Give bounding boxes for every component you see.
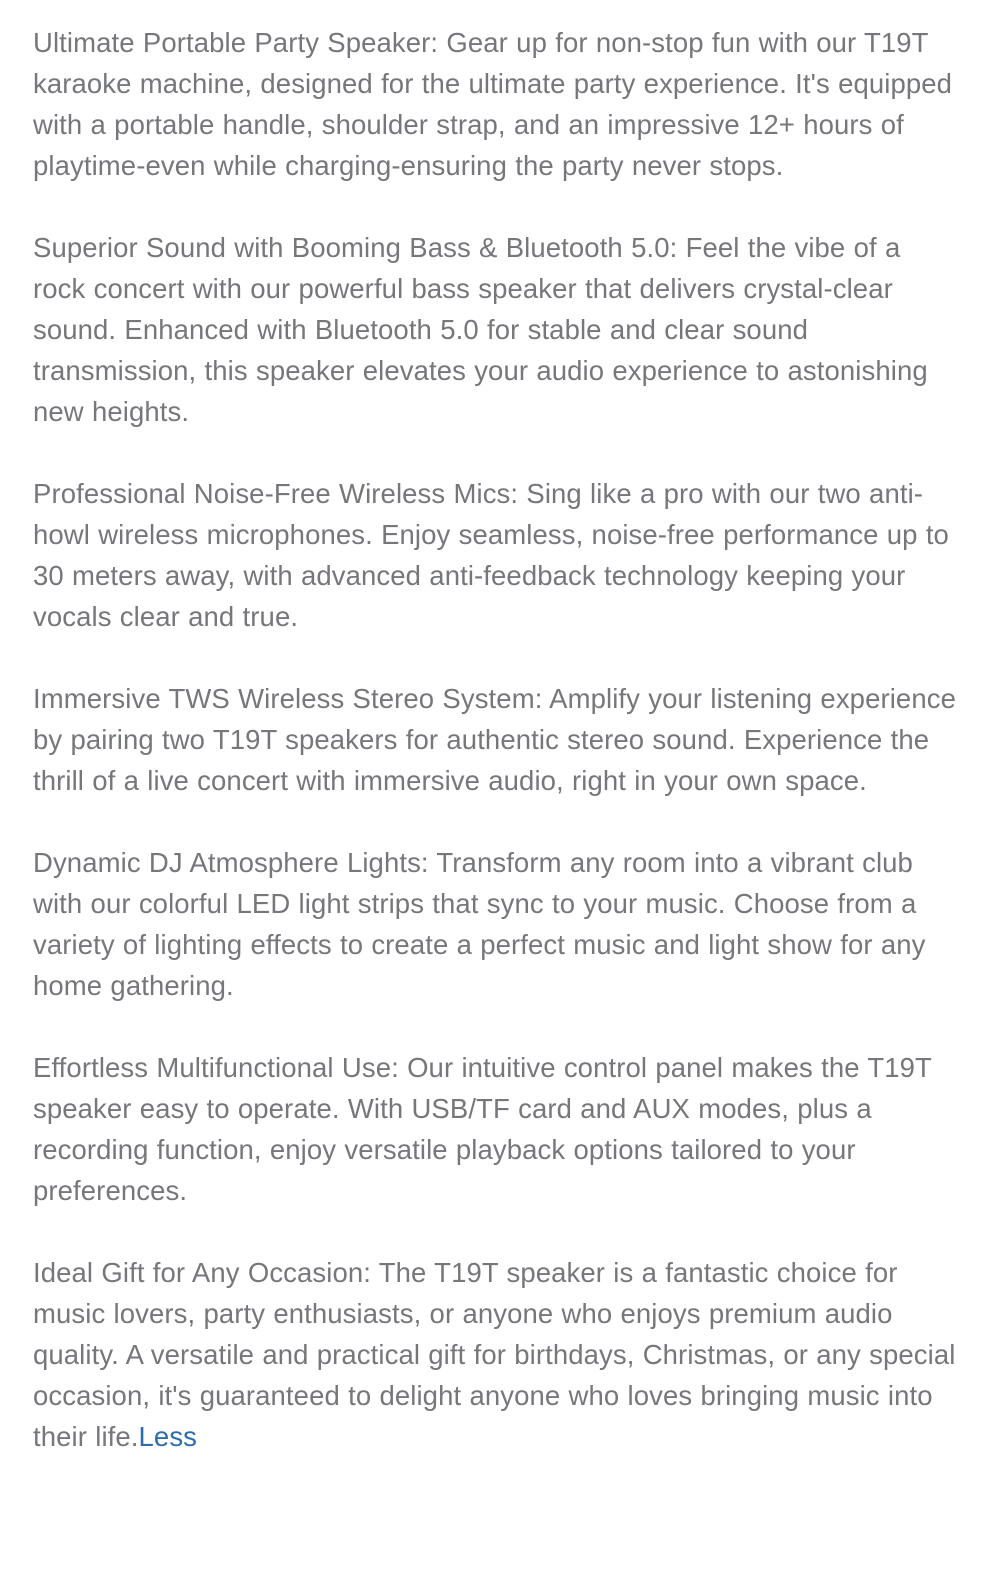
description-paragraph-wireless-mics: Professional Noise-Free Wireless Mics: Sing like a pro with our two anti-howl wireless microphones. Enjoy seamless, noise-free performance up to 30 meters away, with advanced anti-feedback technology keeping your vocals clear and true. [33,478,949,632]
description-paragraph-ultimate-portable: Ultimate Portable Party Speaker: Gear up for non-stop fun with our T19T karaoke machine, designed for the ultimate party experience. It's equipped with a portable handle, shoulder strap, and an impressive 12+ hours of playtime-even while charging-ensuring the party never stops. [33,27,953,181]
description-paragraph-dj-lights: Dynamic DJ Atmosphere Lights: Transform any room into a vibrant club with our colorful LED light strips that sync to your music. Choose from a variety of lighting effects to create a perfect music and light show for any home gathering. [33,847,926,1001]
description-paragraph-multifunctional: Effortless Multifunctional Use: Our intuitive control panel makes the T19T speaker easy to operate. With USB/TF card and AUX modes, plus a recording function, enjoy versatile playback options tailored to your preferences. [33,1052,932,1206]
description-paragraph-ideal-gift-text: Ideal Gift for Any Occasion: The T19T speaker is a fantastic choice for music lovers, party enthusiasts, or anyone who enjoys premium audio quality. A versatile and practical gift for birthdays, Christmas, or any special occasion, it's guaranteed to delight anyone who loves bringing music into their life. [33,1257,956,1452]
description-paragraph-ideal-gift [33,1252,960,1457]
less-link[interactable]: Less [138,1421,198,1452]
description-paragraph-tws-stereo: Immersive TWS Wireless Stereo System: Amplify your listening experience by pairing two T19T speakers for authentic stereo sound. Experience the thrill of a live concert with immersive audio, right in your own space. [33,683,956,796]
description-paragraph-superior-sound: Superior Sound with Booming Bass & Bluetooth 5.0: Feel the vibe of a rock concert with our powerful bass speaker that delivers crystal-clear sound. Enhanced with Bluetooth 5.0 for stable and clear sound transmission, this speaker elevates your audio experience to astonishing new heights. [33,232,928,427]
